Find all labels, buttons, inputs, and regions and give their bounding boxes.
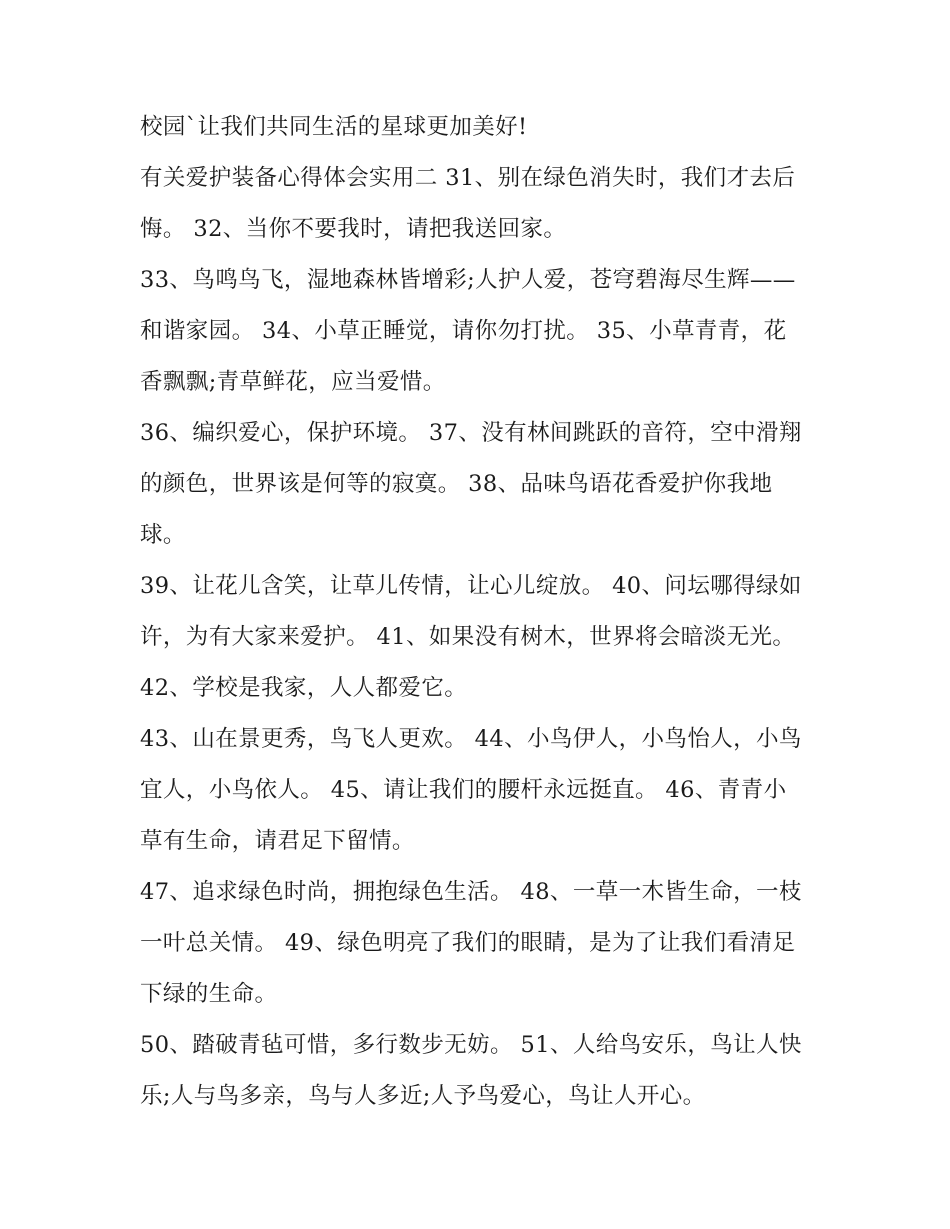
paragraph: 36、编织爱心，保护环境。 37、没有林间跳跃的音符，空中滑翔的颜色，世界该是何等的寂寞。 38、品味鸟语花香爱护你我地球。 [140,420,802,548]
paragraph: 43、山在景更秀，鸟飞人更欢。 44、小鸟伊人，小鸟怡人，小鸟宜人，小鸟依人。 45、请让我们的腰杆永远挺直。 46、青青小草有生命，请君足下留情。 [140,726,802,854]
paragraph: 33、鸟鸣鸟飞，湿地森林皆增彩;人护人爱，苍穹碧海尽生辉——和谐家园。 34、小草正睡觉，请你勿打扰。 35、小草青青，花香飘飘;青草鲜花，应当爱惜。 [140,267,796,395]
paragraph: 47、追求绿色时尚，拥抱绿色生活。 48、一草一木皆生命，一枝一叶总关情。 49、绿色明亮了我们的眼睛，是为了让我们看清足下绿的生命。 [140,879,802,1007]
paragraph: 39、让花儿含笑，让草儿传情，让心儿绽放。 40、问坛哪得绿如许，为有大家来爱护。 41、如果没有树木，世界将会暗淡无光。 42、学校是我家，人人都爱它。 [140,573,802,701]
paragraph: 50、踏破青毡可惜，多行数步无妨。 51、人给鸟安乐，鸟让人快乐;人与鸟多亲，鸟与人多近;人予鸟爱心，鸟让人开心。 [140,1032,802,1109]
paragraph: 有关爱护装备心得体会实用二 31、别在绿色消失时，我们才去后悔。 32、当你不要我时，请把我送回家。 [140,165,796,242]
paragraph: 校园`让我们共同生活的星球更加美好! [140,114,528,140]
document-body [140,102,805,1122]
